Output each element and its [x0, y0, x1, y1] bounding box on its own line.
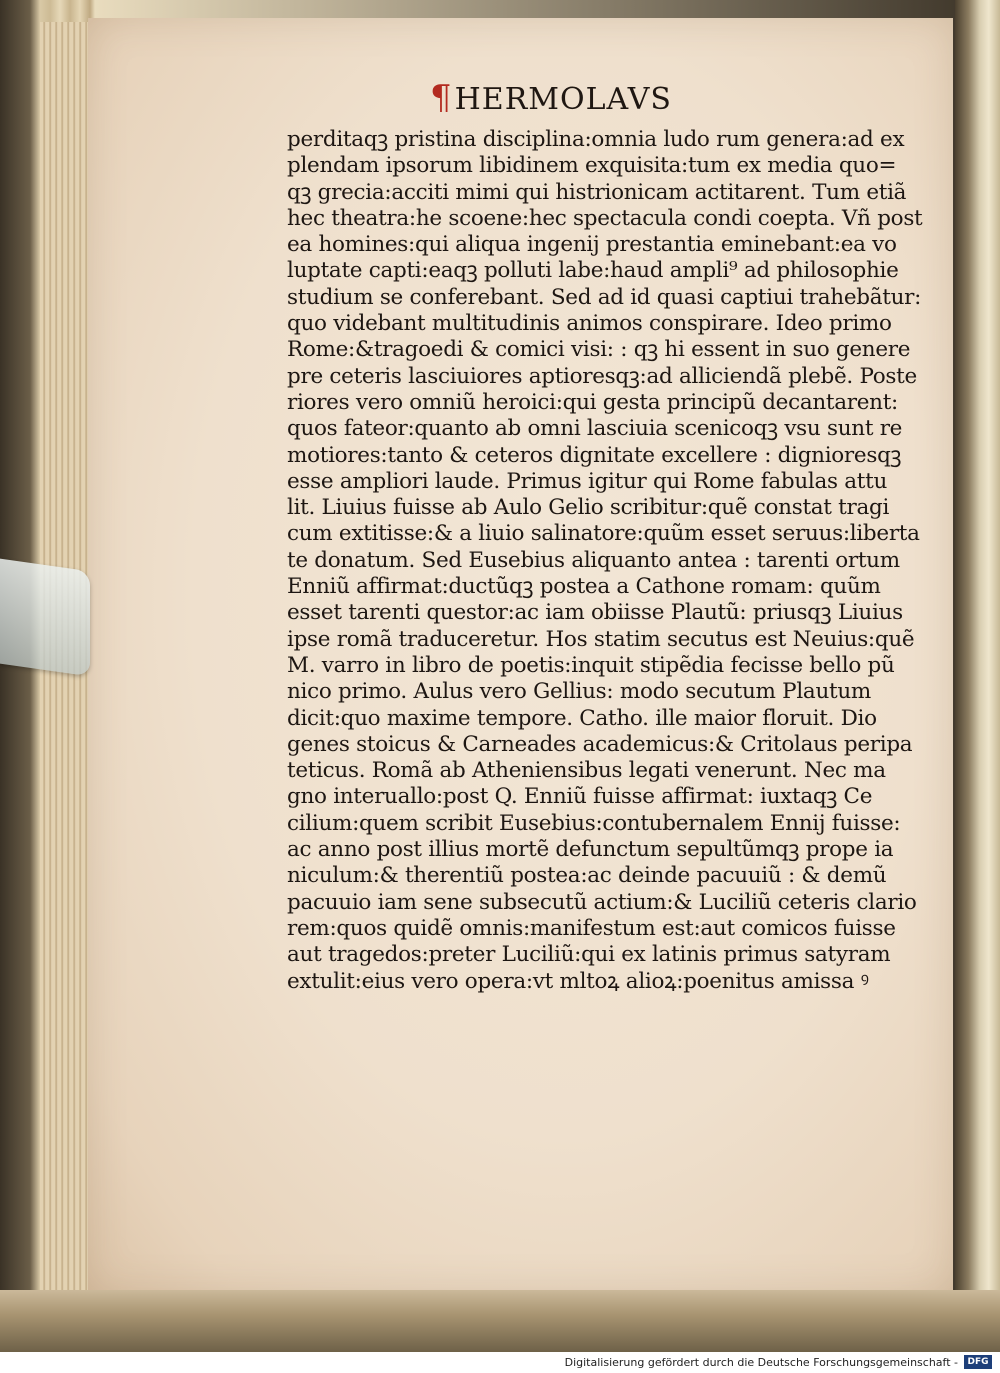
text-line: niculum:& therentiũ postea:ac deinde pacuuiũ : & demũ [287, 863, 887, 889]
text-line: cilium:quem scribit Eusebius:contubernalem Ennij fuisse: [287, 810, 901, 836]
footer-credit: Digitalisierung gefördert durch die Deutsche Forschungsgemeinschaft - [564, 1356, 958, 1369]
pilcrow-rubric: ¶ [430, 78, 453, 118]
text-line: gno interuallo:post Q. Enniũ fuisse affirmat: iuxtaqꝫ Ce [287, 784, 873, 810]
text-line: ipse romã traduceretur. Hos statim secutus est Neuius:quẽ [287, 626, 915, 652]
dfg-logo-icon: DFG [964, 1355, 992, 1369]
text-line: ac anno post illius mortẽ defunctum sepultũmqꝫ prope ia [287, 837, 894, 863]
text-line: pre ceteris lasciuiores aptioresqꝫ:ad alliciendã plebẽ. Poste [287, 363, 917, 389]
text-line: motiores:tanto & ceteros dignitate excellere : dignioresqꝫ [287, 442, 902, 468]
text-line: Rome:&tragoedi & comici visi: : qꝫ hi essent in suo genere [287, 337, 911, 363]
text-block [287, 127, 923, 995]
text-line: dicit:quo maxime tempore. Catho. ille maior floruit. Dio [287, 705, 877, 731]
text-line: quos fateor:quanto ab omni lasciuia scenicoqꝫ vsu sunt re [287, 416, 903, 442]
text-line: lit. Liuius fuisse ab Aulo Gelio scribitur:quẽ constat tragi [287, 495, 890, 521]
text-line: pacuuio iam sene subsecutũ actium:& Luciliũ ceteris clario [287, 889, 917, 915]
text-line: M. varro in libro de poetis:inquit stipẽdia fecisse bello pũ [287, 652, 895, 678]
text-line: plendam ipsorum libidinem exquisita:tum ex media quo= [287, 153, 897, 179]
text-line: genes stoicus & Carneades academicus:& Critolaus peripa [287, 731, 913, 757]
text-line: riores vero omniũ heroici:qui gesta principũ decantarent: [287, 389, 898, 415]
text-line: quo videbant multitudinis animos conspirare. Ideo primo [287, 311, 892, 337]
text-line: aut tragedos:preter Luciliũ:qui ex latinis primus satyram [287, 942, 891, 968]
text-line: luptate capti:eaqꝫ polluti labe:haud ampli⁹ ad philosophie [287, 258, 899, 284]
text-line: esset tarenti questor:ac iam obiisse Plautũ: priusqꝫ Liuius [287, 600, 903, 626]
text-line: studium se conferebant. Sed ad id quasi captiui trahebãtur: [287, 284, 922, 310]
text-line: Enniũ affirmat:ductũqꝫ postea a Cathone romam: quũm [287, 574, 881, 600]
text-line: esse ampliori laude. Primus igitur qui Rome fabulas attu [287, 468, 888, 494]
text-line: qꝫ grecia:acciti mimi qui histrionicam actitarent. Tum etiã [287, 179, 907, 205]
text-line: cum extitisse:& a liuio salinatore:quũm esset seruus:liberta [287, 521, 920, 547]
text-line: nico primo. Aulus vero Gellius: modo secutum Plautum [287, 679, 871, 705]
page-clip [0, 559, 90, 677]
book-binding [0, 1290, 1000, 1352]
text-line: perditaqꝫ pristina disciplina:omnia ludo rum genera:ad ex [287, 127, 905, 152]
text-line: hec theatra:he scoene:hec spectacula condi coepta. Vñ post [287, 205, 923, 231]
text-line: ea homines:qui aliqua ingenij prestantia eminebant:ea vo [287, 232, 897, 258]
header-title: HERMOLAVS [454, 82, 672, 117]
text-line: te donatum. Sed Eusebius aliquanto antea : tarenti ortum [287, 547, 900, 573]
text-line: extulit:eius vero opera:vt mltoꝝ alioꝝ:poenitus amissa ꝰ [287, 968, 869, 994]
text-line: rem:quos quidẽ omnis:manifestum est:aut comicos fuisse [287, 915, 896, 941]
running-header [430, 78, 730, 118]
book-gutter [955, 0, 1000, 1352]
text-line: teticus. Romã ab Atheniensibus legati venerunt. Nec ma [287, 758, 886, 784]
